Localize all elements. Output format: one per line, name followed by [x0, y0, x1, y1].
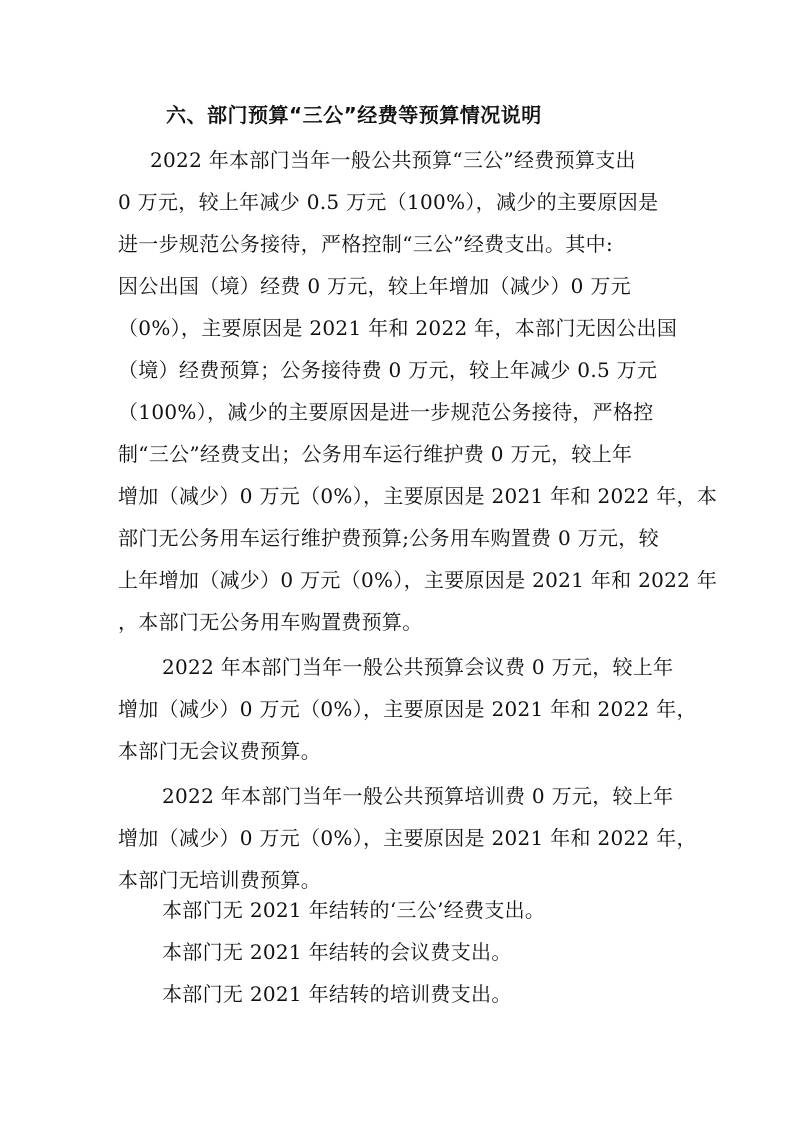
paragraph-line: 增加（减少）0 万元（0%），主要原因是 2021 年和 2022 年， [118, 826, 697, 850]
paragraph-line: （100%），减少的主要原因是进一步规范公务接待，严格控 [118, 400, 654, 424]
paragraph-line: 本部门无会议费预算。 [118, 739, 321, 763]
paragraph-line: 制“三公”经费支出；公务用车运行维护费 0 万元，较上年 [118, 442, 633, 466]
paragraph-line: 增加（减少）0 万元（0%），主要原因是 2021 年和 2022 年，本 [118, 484, 718, 508]
paragraph-line: 本部门无培训费预算。 [118, 868, 321, 892]
paragraph-line: 上年增加（减少）0 万元（0%），主要原因是 2021 年和 2022 年 [118, 568, 718, 592]
paragraph-line: 本部门无 2021 年结转的‘三公’经费支出。 [162, 898, 546, 922]
paragraph-line: 本部门无 2021 年结转的会议费支出。 [162, 940, 512, 964]
section-heading: 六、部门预算“三公”经费等预算情况说明 [166, 103, 542, 127]
paragraph-line: 2022 年本部门当年一般公共预算培训费 0 万元，较上年 [162, 784, 674, 808]
paragraph-line: （境）经费预算；公务接待费 0 万元，较上年减少 0.5 万元 [118, 358, 658, 382]
paragraph-line: ，本部门无公务用车购置费预算。 [118, 610, 423, 634]
paragraph-line: （0%），主要原因是 2021 年和 2022 年，本部门无因公出国 [118, 316, 678, 340]
paragraph-line: 2022 年本部门当年一般公共预算会议费 0 万元，较上年 [162, 655, 674, 679]
paragraph-line: 因公出国（境）经费 0 万元，较上年增加（减少）0 万元 [118, 274, 631, 298]
paragraph-line: 进一步规范公务接待，严格控制“三公”经费支出。其中: [118, 232, 613, 256]
paragraph-line: 部门无公务用车运行维护费预算;公务用车购置费 0 万元，较 [118, 526, 659, 550]
paragraph-line: 本部门无 2021 年结转的培训费支出。 [162, 982, 512, 1006]
paragraph-line: 0 万元，较上年减少 0.5 万元（100%），减少的主要原因是 [118, 190, 659, 214]
paragraph-line: 增加（减少）0 万元（0%），主要原因是 2021 年和 2022 年， [118, 697, 697, 721]
paragraph-line: 2022 年本部门当年一般公共预算“三公”经费预算支出 [150, 148, 636, 172]
